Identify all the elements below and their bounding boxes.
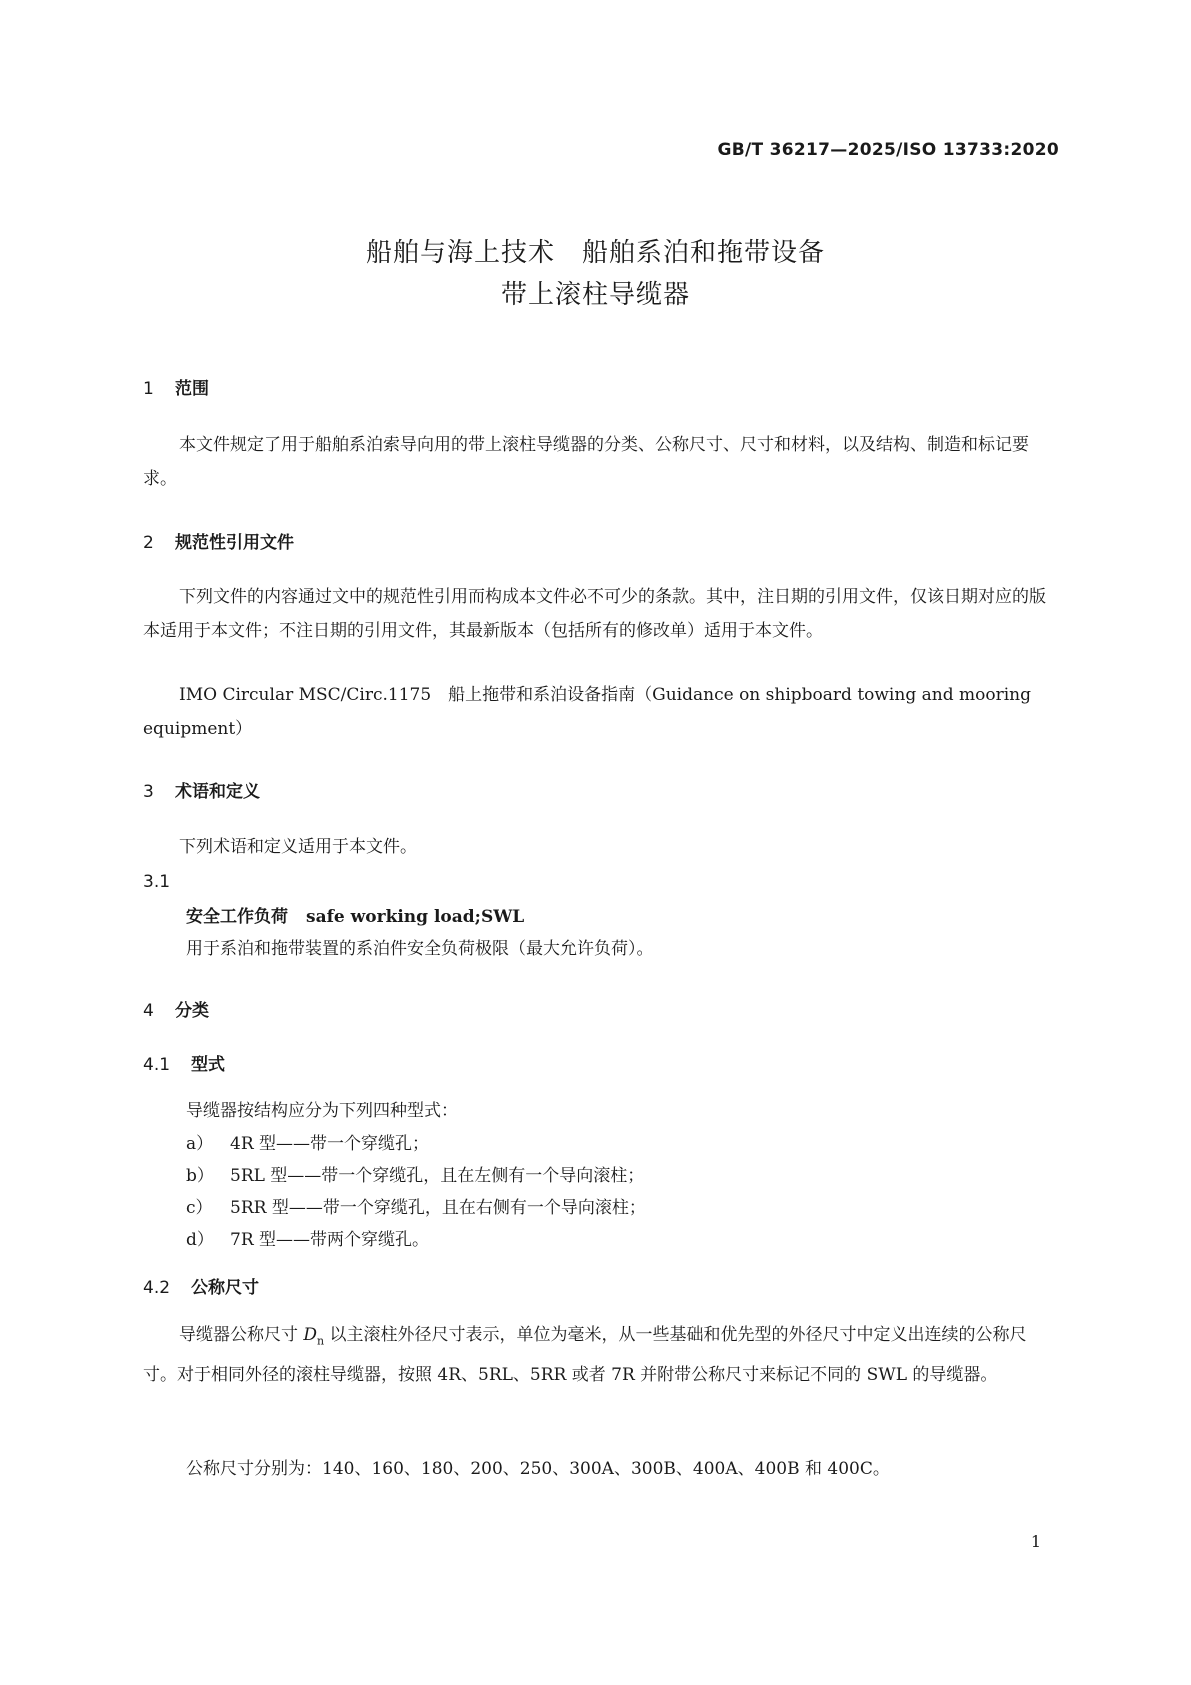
section-title: 公称尺寸 — [191, 1278, 259, 1298]
normative-reference: IMO Circular MSC/Circ.1175 船上拖带和系泊设备指南（Guidance on shipboard towing and mooring equipment） — [143, 685, 1031, 739]
section-3-heading — [143, 777, 260, 802]
list-item: d） 7R 型——带两个穿缆孔。 — [186, 1230, 430, 1250]
section-4-2-heading — [143, 1273, 259, 1298]
section-4-1-paragraph: 导缆器按结构应分为下列四种型式： — [186, 1101, 458, 1121]
section-title: 型式 — [191, 1055, 225, 1075]
list-item: a） 4R 型——带一个穿缆孔； — [186, 1134, 430, 1154]
section-3-paragraph: 下列术语和定义适用于本文件。 — [179, 837, 417, 857]
term-title: 安全工作负荷 safe working load;SWL — [186, 907, 525, 927]
section-number: 1 — [143, 379, 154, 399]
term-definition: 用于系泊和拖带装置的系泊件安全负荷极限（最大允许负荷）。 — [186, 939, 654, 959]
nominal-size-list: 公称尺寸分别为：140、160、180、200、250、300A、300B、400A、400B 和 400C。 — [186, 1459, 890, 1479]
section-1-paragraph: 本文件规定了用于船舶系泊索导向用的带上滚柱导缆器的分类、公称尺寸、尺寸和材料，以及结构、制造和标记要求。 — [143, 435, 1029, 489]
section-title: 规范性引用文件 — [175, 533, 294, 553]
section-number: 4.1 — [143, 1055, 171, 1075]
section-2-heading — [143, 528, 294, 553]
section-1-heading — [143, 374, 209, 399]
section-number: 4.2 — [143, 1278, 171, 1298]
section-title: 范围 — [175, 379, 209, 399]
document-title-line1: 船舶与海上技术 船舶系泊和拖带设备 — [365, 238, 825, 268]
section-number: 4 — [143, 1001, 154, 1021]
list-item: b） 5RL 型——带一个穿缆孔，且在左侧有一个导向滚柱； — [186, 1166, 645, 1186]
term-number: 3.1 — [143, 872, 171, 892]
standard-code: GB/T 36217—2025/ISO 13733:2020 — [717, 140, 1059, 160]
list-item: c） 5RR 型——带一个穿缆孔，且在右侧有一个导向滚柱； — [186, 1198, 646, 1218]
section-title: 分类 — [175, 1001, 209, 1021]
section-4-1-heading — [143, 1050, 225, 1075]
section-number: 3 — [143, 782, 154, 802]
section-title: 术语和定义 — [175, 782, 260, 802]
section-number: 2 — [143, 533, 154, 553]
section-4-heading — [143, 996, 209, 1021]
section-2-paragraph: 下列文件的内容通过文中的规范性引用而构成本文件必不可少的条款。其中，注日期的引用文件，仅该日期对应的版本适用于本文件；不注日期的引用文件，其最新版本（包括所有的修改单）适用于本文件。 — [143, 587, 1046, 641]
section-4-2-paragraph: 导缆器公称尺寸 $D_n$ 以主滚柱外径尺寸表示，单位为毫米，从一些基础和优先型的外径尺寸中定义出连续的公称尺寸。对于相同外径的滚柱导缆器，按照 4R、5RL、5RR 或者 7R 并附带公称尺寸来标记不同的 SWL 的导缆器。 — [143, 1325, 1027, 1386]
page-number: 1 — [1030, 1532, 1041, 1551]
document-title-line2: 带上滚柱导缆器 — [500, 280, 690, 310]
